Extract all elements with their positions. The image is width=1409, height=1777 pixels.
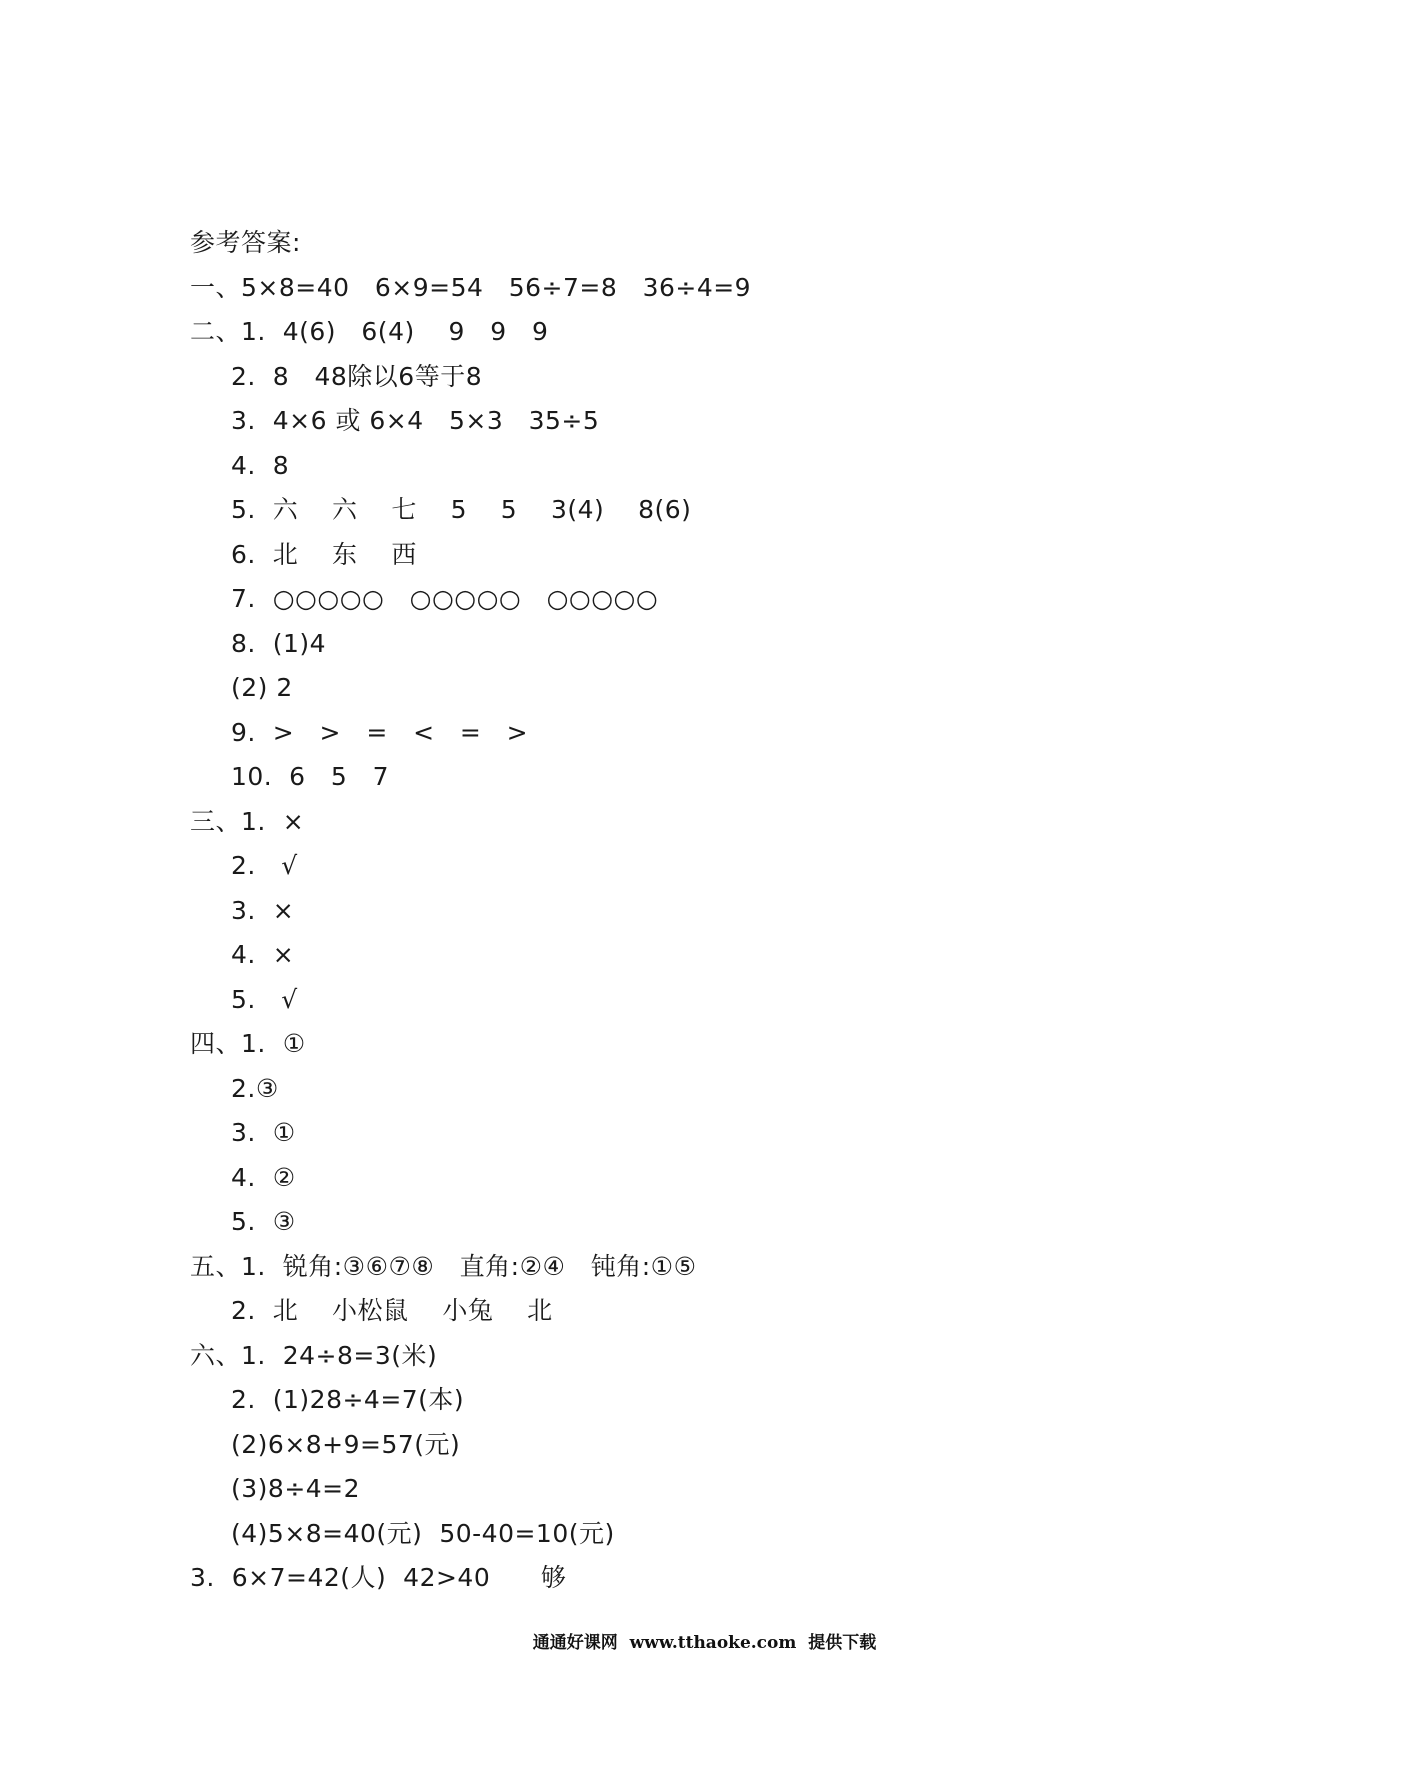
answer-line: 3. ① [231,1118,296,1147]
answer-list [190,221,751,1601]
answer-line: 3. 4×6 或 6×4 5×3 35÷5 [231,406,600,435]
answer-line: 2.③ [231,1073,279,1103]
answer-line: 3. 6×7=42(人) 42>40 够 [190,1563,567,1592]
answer-line: 9. > > = < = > [231,717,529,747]
answer-line: 7. ○○○○○ ○○○○○ ○○○○○ [231,584,659,613]
answer-line: 10. 6 5 7 [231,762,390,791]
answer-line: 6. 北 东 西 [231,539,417,569]
answer-line: 5. ③ [231,1207,296,1236]
answers-heading: 参考答案: [190,228,301,257]
answer-line: 五、1. 锐角:③⑥⑦⑧ 直角:②④ 钝角:①⑤ [190,1251,697,1281]
answer-line: 5. 六 六 七 5 5 3(4) 8(6) [231,495,692,524]
answer-line: 2. 北 小松鼠 小兔 北 [231,1296,553,1325]
answer-line: 2. 8 48除以6等于8 [231,361,483,391]
answer-line: (2)6×8+9=57(元) [231,1429,461,1459]
answer-line: 4. 8 [231,450,290,480]
answer-line: (3)8÷4=2 [231,1474,361,1503]
answer-line: 8. (1)4 [231,628,327,658]
answer-line: 3. × [231,895,295,925]
answer-line: 四、1. ① [190,1029,306,1058]
answer-line: 2. (1)28÷4=7(本) [231,1385,465,1414]
answer-line: 4. × [231,940,295,969]
answer-line: 一、5×8=40 6×9=54 56÷7=8 36÷4=9 [190,272,752,302]
footer-credit: 通通好课网 www.tthaoke.com 提供下载 [532,1633,877,1653]
answer-line: 4. ② [231,1162,296,1192]
answer-line: 二、1. 4(6) 6(4) 9 9 9 [190,317,549,346]
answer-line: (2) 2 [231,673,293,702]
answer-line: 2. √ [231,851,298,880]
answer-line: 六、1. 24÷8=3(米) [190,1340,438,1370]
answer-line: (4)5×8=40(元) 50-40=10(元) [231,1518,615,1548]
answer-line: 三、1. × [190,806,305,836]
answer-line: 5. √ [231,984,298,1014]
